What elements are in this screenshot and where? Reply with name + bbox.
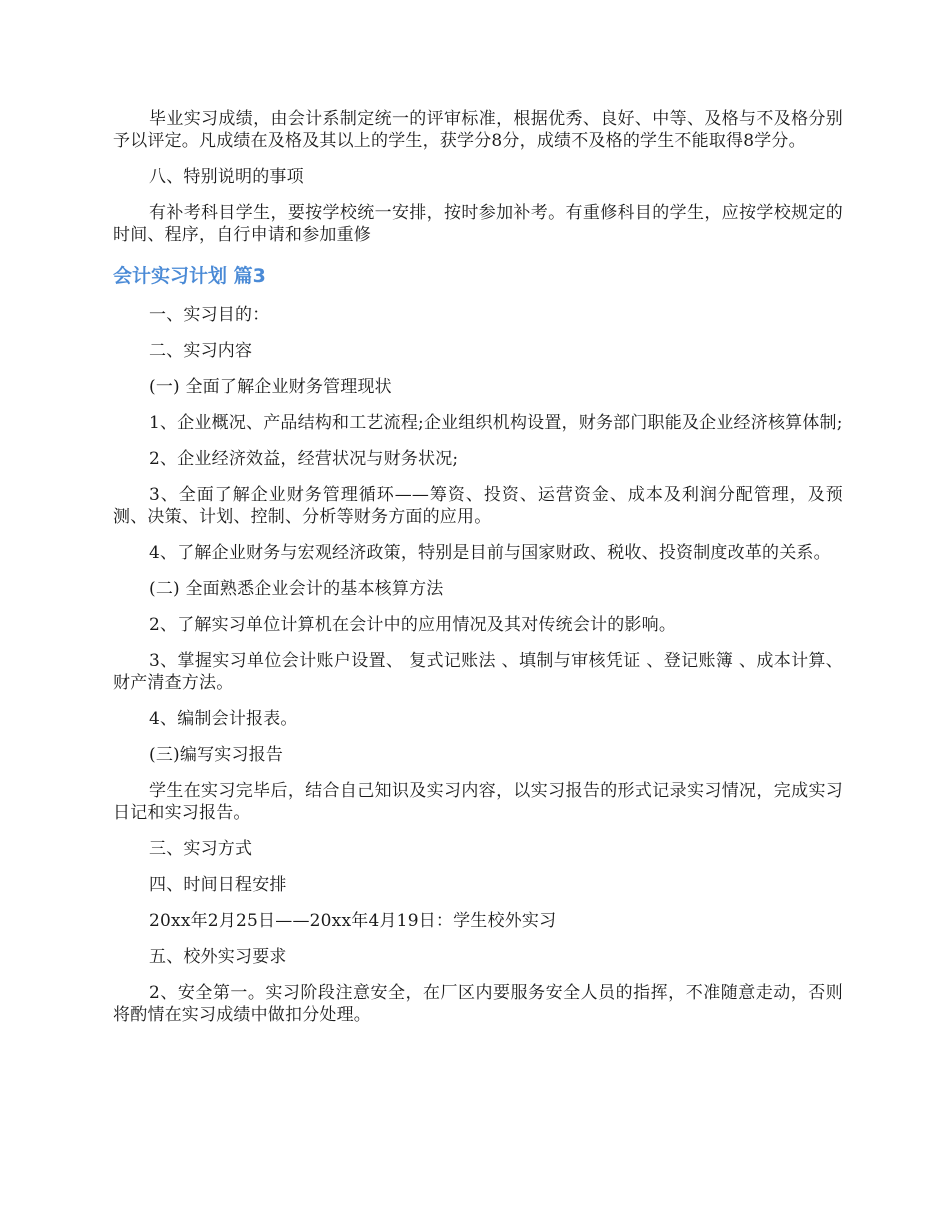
paragraph: 四、时间日程安排 [149, 875, 287, 895]
paragraph: 4、编制会计报表。 [149, 709, 298, 729]
paragraph: 3、全面了解企业财务管理循环——筹资、投资、运营资金、成本及利润分配管理，及预测、决策、计划、控制、分析等财务方面的应用。 [113, 485, 843, 527]
paragraph: 学生在实习完毕后，结合自己知识及实习内容，以实习报告的形式记录实习情况，完成实习日记和实习报告。 [113, 781, 843, 823]
paragraph: (一) 全面了解企业财务管理现状 [149, 377, 392, 397]
paragraph: 二、实习内容 [149, 341, 253, 361]
paragraph: 有补考科目学生，要按学校统一安排，按时参加补考。有重修科目的学生，应按学校规定的时间、程序，自行申请和参加重修 [113, 203, 843, 245]
paragraph: 4、了解企业财务与宏观经济政策，特别是目前与国家财政、税收、投资制度改革的关系。 [149, 543, 831, 563]
paragraph: 20xx年2月25日——20xx年4月19日：学生校外实习 [149, 911, 557, 931]
paragraph: 毕业实习成绩，由会计系制定统一的评审标准，根据优秀、良好、中等、及格与不及格分别予以评定。凡成绩在及格及其以上的学生，获学分8分，成绩不及格的学生不能取得8学分。 [113, 109, 843, 151]
paragraph: 三、实习方式 [149, 839, 253, 859]
paragraph: 1、企业概况、产品结构和工艺流程;企业组织机构设置，财务部门职能及企业经济核算体制; [149, 413, 843, 433]
section-heading: 会计实习计划 篇3 [113, 265, 266, 287]
paragraph: 3、掌握实习单位会计账户设置、 复式记账法 、填制与审核凭证 、登记账簿 、成本计算、财产清查方法。 [113, 651, 843, 693]
paragraph: 一、实习目的： [149, 305, 270, 325]
paragraph: (三)编写实习报告 [149, 745, 284, 765]
paragraph: 五、校外实习要求 [149, 947, 287, 967]
paragraph: 八、特别说明的事项 [149, 167, 304, 187]
paragraph: 2、安全第一。实习阶段注意安全，在厂区内要服务安全人员的指挥，不准随意走动，否则将酌情在实习成绩中做扣分处理。 [113, 983, 843, 1025]
document-page [113, 108, 843, 1040]
paragraph: 2、了解实习单位计算机在会计中的应用情况及其对传统会计的影响。 [149, 615, 677, 635]
paragraph: 2、企业经济效益，经营状况与财务状况; [149, 449, 459, 469]
paragraph: (二) 全面熟悉企业会计的基本核算方法 [149, 579, 444, 599]
